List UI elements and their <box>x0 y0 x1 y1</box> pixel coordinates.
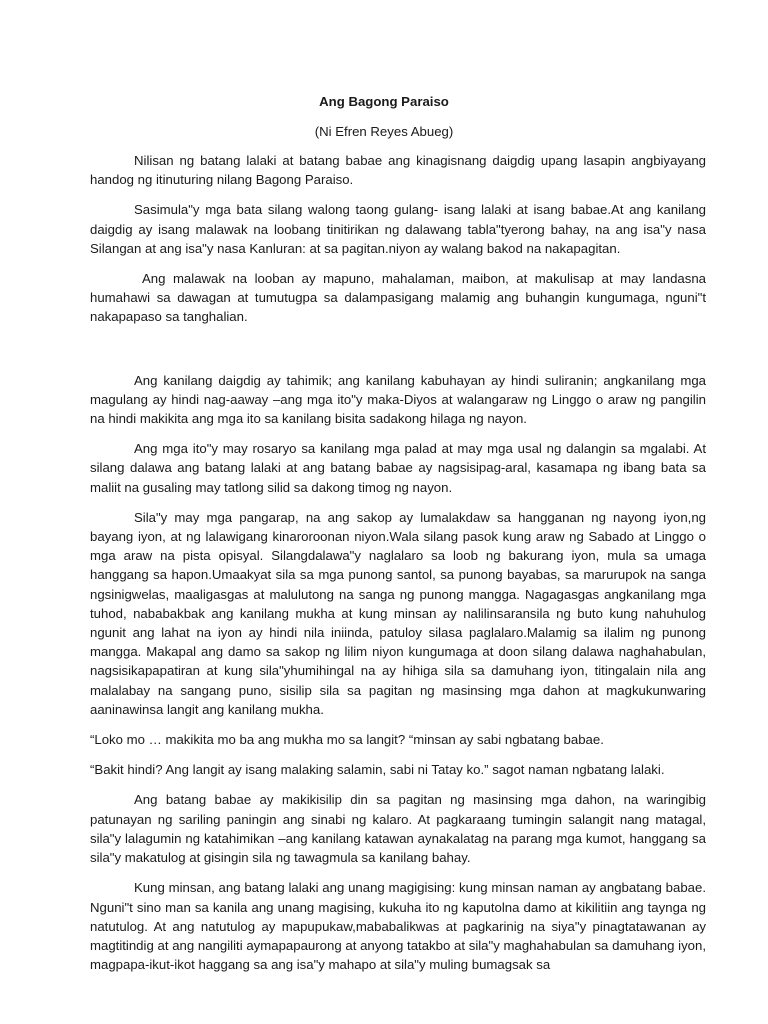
paragraph: Sila"y may mga pangarap, na ang sakop ay lumalakdaw sa hangganan ng nayong iyon,ng bayang iyon, at ng lalawigang kinaroroonan niyon.Wala silang pasok kung araw ng Sabado at Linggo o mga araw na pista opisyal. Silangdalawa"y naglalaro sa loob ng bakurang iyon, mula sa umaga hanggang sa hapon.Umaakyat sila sa mga punong santol, sa punong bayabas, sa marurupok na sanga ngsinigwelas, maaligasgas at malulutong na sanga ng punong mangga. Nagagasgas angkanilang mga tuhod, nababakbak ang kanilang mukha at kung minsan ay nalilinsaransila ng buto kung nahuhulog ngunit ang lahat na iyon ay hindi nila iniinda, patuloy silasa paglalaro.Malamig sa ilalim ng punong mangga. Makapal ang damo sa sakop ng lilim niyon kungumaga at doon silang dalawa naghahabulan, nagsisikapapatiran at kung sila"yhumihingal na ay hihiga sila sa damuhang iyon, titingalain nila ang malalabay na sangang puno, sisilip sila sa pagitan ng masinsing mga dahon at magkukunwaring aaninawinsa langit ang kanilang mukha. <box>90 509 706 717</box>
document-author: (Ni Efren Reyes Abueg) <box>314 124 454 139</box>
blank-space <box>90 338 706 371</box>
paragraph: Ang mga ito"y may rosaryo sa kanilang mga palad at may mga usal ng dalangin sa mgalabi. At silang dalawa ang batang lalaki at ang batang babae ay nagsisipag-aral, kasamapa ng ibang bata sa maliit na gusaling may tatlong silid sa dakong timog ng nayon. <box>90 441 706 495</box>
document-body <box>90 151 706 985</box>
paragraph: Sasimula"y mga bata silang walong taong gulang- isang lalaki at isang babae.At ang kanilang daigdig ay isang malawak na loobang tinitirikan ng dalawang tabla"tyerong bahay, na ang isa"y nasa Silangan at ang isa"y nasa Kanluran: at sa pagitan.niyon ay walang bakod na nakapagitan. <box>90 202 706 256</box>
paragraph: Kung minsan, ang batang lalaki ang unang magigising: kung minsan naman ay angbatang babae. Nguni"t sino man sa kanila ang unang magising, kukuha ito ng kaputolna damo at kikilitiin ang taynga ng natutulog. At ang natutulog ay mapupukaw,mababalikwas at pagkarinig na siya"y pinagtatawanan ay magtitindig at ang nangiliti aymapapaurong at anyong tatakbo at sila"y maghahabulan sa damuhang iyon, magpapa-ikut-ikot haggang sa ang isa"y mahapo at sila"y muling bumagsak sa <box>90 880 706 973</box>
document-title: Ang Bagong Paraiso <box>319 94 449 109</box>
paragraph: Ang malawak na looban ay mapuno, mahalaman, maibon, at makulisap at may landasna humahawi sa dawagan at tumutugpa sa dalampasigang malamig ang buhangin kungumaga, nguni"t nakapapaso sa tanghalian. <box>90 271 706 325</box>
paragraph: Ang kanilang daigdig ay tahimik; ang kanilang kabuhayan ay hindi suliranin; angkanilang mga magulang ay hindi nag-aaway –ang mga ito"y maka-Diyos at walangaraw ng Linggo o araw ng pangilin na hindi makikita ang mga ito sa kanilang bisita sadakong hilaga ng nayon. <box>90 372 706 427</box>
paragraph: Nilisan ng batang lalaki at batang babae ang kinagisnang daigdig upang lasapin angbiyayang handog ng itinuturing nilang Bagong Paraiso. <box>90 153 706 188</box>
paragraph: “Loko mo … makikita mo ba ang mukha mo sa langit? “minsan ay sabi ngbatang babae. <box>90 732 604 748</box>
paragraph: Ang batang babae ay makikisilip din sa pagitan ng masinsing mga dahon, na waringibig patunayan ng sariling paningin ang sinabi ng kalaro. At pagkaraang tumingin salangit nang matagal, sila"y lalagumin ng katahimikan –ang kanilang katawan aynakalatag na parang mga kumot, hanggang sa sila"y makatulog at gisingin sila ng tawagmula sa kanilang bahay. <box>90 792 706 866</box>
paragraph: “Bakit hindi? Ang langit ay isang malaking salamin, sabi ni Tatay ko.” sagot naman ngbatang lalaki. <box>90 762 665 778</box>
